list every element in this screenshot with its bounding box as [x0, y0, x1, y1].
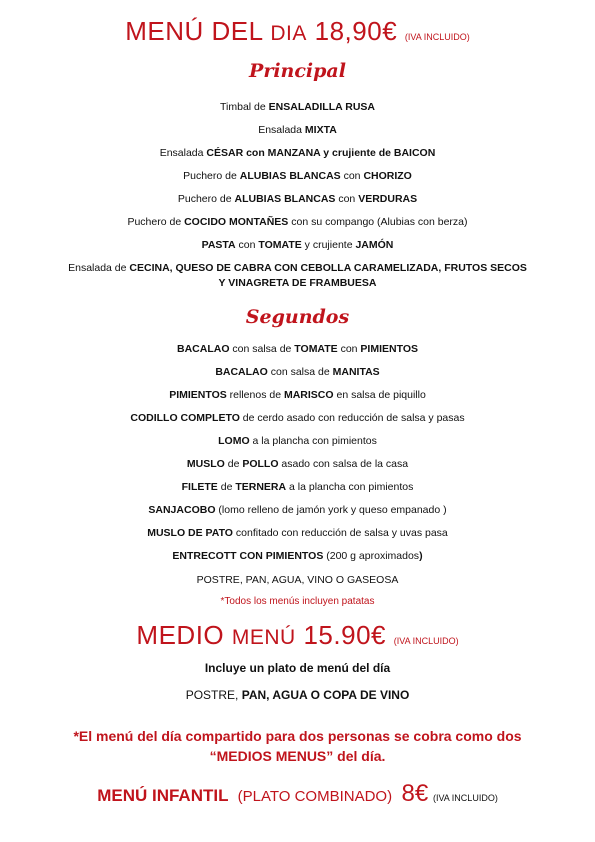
- medio-menu-title-a: MEDIO: [136, 620, 225, 650]
- medio-menu-extras: [0, 688, 595, 702]
- menu-infantil-iva: (IVA INCLUIDO): [432, 793, 498, 803]
- principal-item-text: ALUBIAS BLANCAS: [239, 170, 341, 182]
- menu-infantil-title: MENÚ INFANTIL: [97, 786, 229, 805]
- segundos-item: [0, 342, 595, 356]
- segundos-item-text: MANITAS: [332, 366, 380, 378]
- medio-menu-title: [0, 620, 595, 651]
- principal-item: [0, 261, 595, 275]
- patatas-note: *Todos los menús incluyen patatas: [220, 596, 375, 607]
- menu-infantil-price: 8€: [401, 780, 429, 807]
- segundos-item-text: FILETE: [181, 481, 218, 493]
- segundos-item-text: MUSLO DE PATO: [147, 527, 233, 539]
- segundos-heading: Segundos: [245, 306, 350, 328]
- shared-menu-note: *El menú del día compartido para dos personas se cobra como dos “MEDIOS MENUS” del día.: [73, 728, 522, 764]
- segundos-item: [0, 503, 595, 517]
- segundos-item-text: CODILLO COMPLETO: [130, 412, 240, 424]
- segundos-item-text: asado con salsa de la casa: [278, 458, 409, 470]
- principal-item: [0, 276, 595, 290]
- segundos-item-text: BACALAO: [215, 366, 268, 378]
- segundos-item-text: (lomo relleno de jamón york y queso empanado ): [215, 504, 447, 516]
- segundos-item: [0, 434, 595, 448]
- principal-item-text: ALUBIAS BLANCAS: [234, 193, 336, 205]
- segundos-item-text: confitado con reducción de salsa y uvas pasa: [232, 527, 448, 539]
- principal-item-text: y crujiente: [301, 239, 356, 251]
- segundos-item: [0, 549, 595, 563]
- principal-item-text: CÉSAR con MANZANA y crujiente de BAICON: [206, 147, 436, 159]
- segundos-item-text: (200 g aproximados: [323, 550, 420, 562]
- principal-item-text: Puchero de: [183, 170, 240, 182]
- segundos-item-text: SANJACOBO: [148, 504, 216, 516]
- segundos-item-text: de: [224, 458, 243, 470]
- segundos-item-text: MARISCO: [283, 389, 334, 401]
- principal-item-text: CHORIZO: [363, 170, 412, 182]
- principal-item-text: Puchero de: [127, 216, 185, 228]
- principal-item-text: MIXTA: [304, 124, 337, 136]
- principal-item-text: ENSALADILLA RUSA: [268, 101, 375, 113]
- segundos-item-text: TOMATE: [294, 343, 338, 355]
- principal-item-text: Ensalada de: [68, 262, 130, 274]
- medio-menu-includes: Incluye un plato de menú del día: [204, 661, 391, 675]
- medio-menu-extras-b: PAN, AGUA O COPA DE VINO: [241, 688, 410, 702]
- medio-menu-iva: (IVA INCLUIDO): [393, 636, 459, 646]
- segundos-item: [0, 388, 595, 402]
- principal-item: [0, 192, 595, 206]
- principal-item-text: con su compango (Alubias con berza): [288, 216, 468, 228]
- medio-menu-price: 15.90€: [303, 620, 386, 650]
- segundos-item-text: con salsa de: [229, 343, 295, 355]
- segundos-item-text: a la plancha con pimientos: [286, 481, 414, 493]
- segundos-item-text: TERNERA: [235, 481, 287, 493]
- principal-item-text: CECINA, QUESO DE CABRA CON CEBOLLA CARAMELIZADA, FRUTOS SECOS: [129, 262, 527, 274]
- segundos-item-text: ENTRECOTT CON PIMIENTOS: [172, 550, 324, 562]
- segundos-extras: POSTRE, PAN, AGUA, VINO O GASEOSA: [196, 574, 399, 586]
- menu-dia-title: [0, 16, 595, 47]
- menu-dia-title-b: DIA: [270, 22, 307, 45]
- principal-item-text: Puchero de: [177, 193, 235, 205]
- segundos-item-text: con: [337, 343, 361, 355]
- principal-heading: Principal: [249, 60, 346, 82]
- principal-item-text: Y VINAGRETA DE FRAMBUESA: [218, 277, 377, 289]
- segundos-item-text: MUSLO: [186, 458, 225, 470]
- principal-item-text: Timbal de: [220, 101, 269, 113]
- medio-menu-title-b: MENÚ: [231, 626, 296, 649]
- segundos-item-text: a la plancha con pimientos: [249, 435, 377, 447]
- segundos-item: [0, 411, 595, 425]
- menu-dia-price: 18,90€: [314, 16, 398, 46]
- segundos-item-text: POLLO: [242, 458, 279, 470]
- segundos-item-text: de cerdo asado con reducción de salsa y pasas: [239, 412, 465, 424]
- segundos-item: [0, 526, 595, 540]
- segundos-item-text: rellenos de: [226, 389, 284, 401]
- segundos-item-text: en salsa de piquillo: [333, 389, 426, 401]
- menu-dia-title-a: MENÚ DEL: [125, 16, 263, 46]
- segundos-item-text: de: [217, 481, 236, 493]
- principal-item-text: VERDURAS: [358, 193, 418, 205]
- principal-item: [0, 238, 595, 252]
- principal-item-text: Ensalada: [258, 124, 305, 136]
- principal-item-text: con: [340, 170, 364, 182]
- principal-item-text: PASTA: [201, 239, 236, 251]
- segundos-item: [0, 457, 595, 471]
- principal-item: [0, 100, 595, 114]
- menu-dia-iva: (IVA INCLUIDO): [404, 32, 470, 42]
- principal-item-text: COCIDO MONTAÑES: [184, 216, 289, 228]
- segundos-item-text: PIMIENTOS: [169, 389, 227, 401]
- segundos-item-text: PIMIENTOS: [360, 343, 418, 355]
- segundos-item: [0, 480, 595, 494]
- segundos-item: [0, 365, 595, 379]
- medio-menu-extras-a: POSTRE,: [185, 688, 242, 702]
- principal-item-text: JAMÓN: [355, 239, 394, 251]
- principal-item: [0, 146, 595, 160]
- principal-item-text: TOMATE: [258, 239, 302, 251]
- menu-infantil: [0, 780, 595, 808]
- segundos-item-text: BACALAO: [177, 343, 230, 355]
- principal-item-text: Ensalada: [159, 147, 207, 159]
- principal-item: [0, 169, 595, 183]
- principal-item-text: con: [335, 193, 359, 205]
- segundos-item-text: ): [419, 550, 423, 562]
- principal-item: [0, 123, 595, 137]
- segundos-item-text: con salsa de: [267, 366, 333, 378]
- segundos-item-text: LOMO: [218, 435, 250, 447]
- principal-item-text: con: [235, 239, 259, 251]
- principal-item: [0, 215, 595, 229]
- menu-infantil-paren: (PLATO COMBINADO): [237, 788, 393, 805]
